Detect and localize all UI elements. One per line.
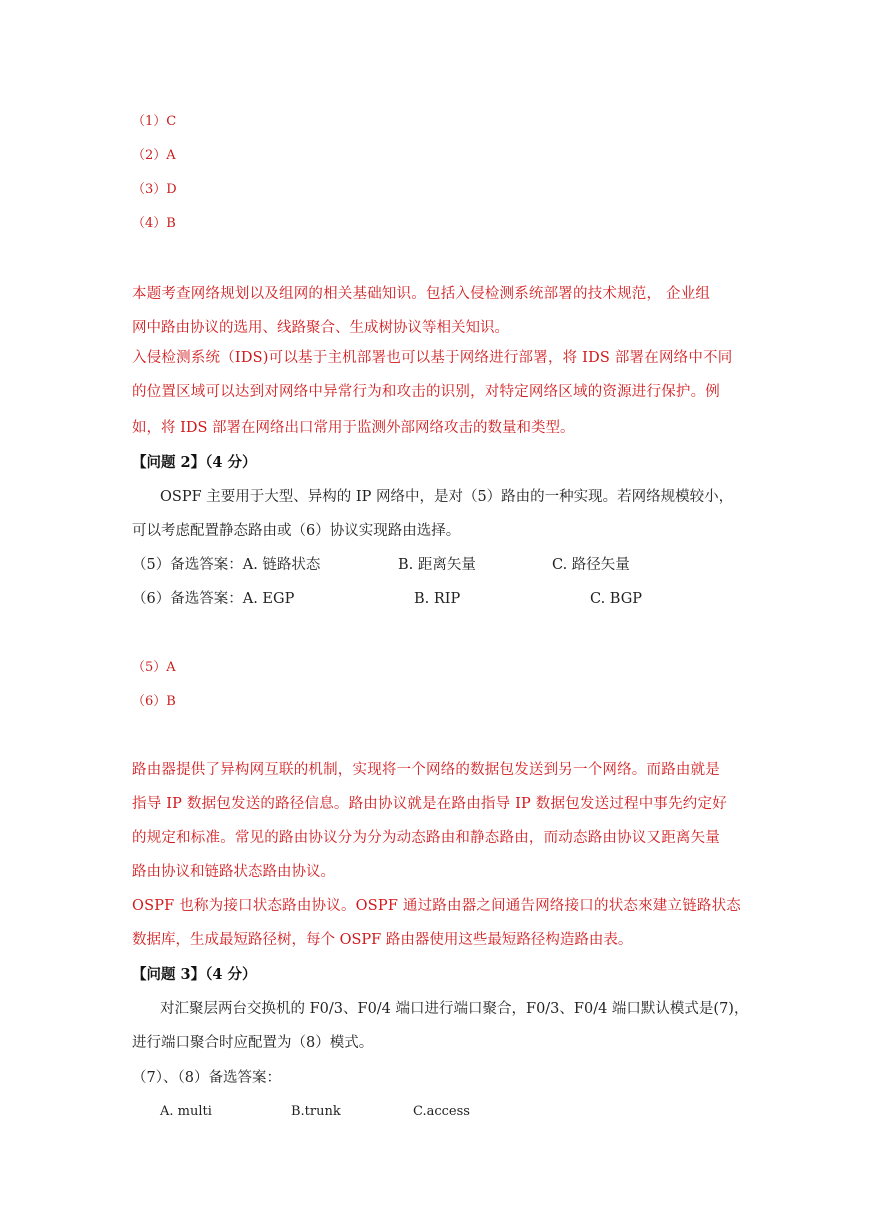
- analysis-1-line-2: 网中路由协议的选用、线路聚合、生成树协议等相关知识。: [132, 320, 509, 336]
- option-78b: B.trunk: [291, 1104, 341, 1119]
- question-2-text-1: OSPF 主要用于大型、异构的 IP 网络中，是对（5）路由的一种实现。若网络规模较小，: [160, 489, 734, 505]
- options-7-8: [160, 1102, 470, 1122]
- option-5a: A. 链路状态: [242, 557, 321, 573]
- answer-4: （4）B: [132, 216, 176, 231]
- analysis-1-line-1: 本题考查网络规划以及组网的相关基础知识。包括入侵检测系统部署的技术规范， 企业组: [132, 286, 711, 302]
- answer-3: （3）D: [132, 182, 177, 197]
- answer-5: （5）A: [132, 660, 176, 675]
- analysis-2-line-4: 路由协议和链路状态路由协议。: [132, 864, 335, 880]
- analysis-1-line-5: 如，将 IDS 部署在网络出口常用于监测外部网络攻击的数量和类型。: [132, 420, 575, 436]
- options-5: [132, 555, 630, 575]
- question-3-text-2: 进行端口聚合时应配置为（8）模式。: [132, 1035, 374, 1051]
- answer-6: （6）B: [132, 694, 176, 709]
- option-5c: C. 路径矢量: [552, 557, 630, 573]
- option-78c: C.access: [413, 1104, 470, 1119]
- question-2-heading: 【问题 2】（4 分）: [132, 454, 257, 471]
- options-6: [132, 589, 643, 609]
- analysis-2-line-1: 路由器提供了异构网互联的机制，实现将一个网络的数据包发送到另一个网络。而路由就是: [132, 762, 720, 778]
- options-5-prefix: （5）备选答案：: [132, 557, 243, 573]
- analysis-1-line-4: 的位置区域可以达到对网络中异常行为和攻击的识别，对特定网络区域的资源进行保护。例: [132, 384, 720, 400]
- option-6c: C. BGP: [590, 591, 643, 607]
- options-6-prefix: （6）备选答案：: [132, 591, 243, 607]
- option-78a: A. multi: [160, 1104, 212, 1119]
- analysis-2-line-2: 指导 IP 数据包发送的路径信息。路由协议就是在路由指导 IP 数据包发送过程中事先约定好: [132, 796, 727, 812]
- option-6a: A. EGP: [242, 591, 295, 607]
- question-2-text-2: 可以考虑配置静态路由或（6）协议实现路由选择。: [132, 523, 461, 539]
- options-7-8-label: （7）、（8）备选答案：: [132, 1070, 281, 1086]
- option-6b: B. RIP: [414, 591, 461, 607]
- analysis-1-line-3: 入侵检测系统（IDS)可以基于主机部署也可以基于网络进行部署，将 IDS 部署在网络中不同: [132, 350, 733, 366]
- analysis-2-line-6: 数据库，生成最短路径树，每个 OSPF 路由器使用这些最短路径构造路由表。: [132, 932, 633, 948]
- option-5b: B. 距离矢量: [398, 557, 476, 573]
- answer-2: （2）A: [132, 148, 176, 163]
- analysis-2-line-3: 的规定和标准。常见的路由协议分为分为动态路由和静态路由，而动态路由协议又距离矢量: [132, 830, 720, 846]
- analysis-2-line-5: OSPF 也称为接口状态路由协议。OSPF 通过路由器之间通告网络接口的状态來建立链路状态: [132, 898, 741, 914]
- question-3-text-1: 对汇聚层两台交换机的 F0/3、F0/4 端口进行端口聚合，F0/3、F0/4 端口默认模式是(7)，: [160, 1001, 749, 1017]
- answer-1: （1）C: [132, 114, 177, 129]
- question-3-heading: 【问题 3】（4 分）: [132, 966, 257, 983]
